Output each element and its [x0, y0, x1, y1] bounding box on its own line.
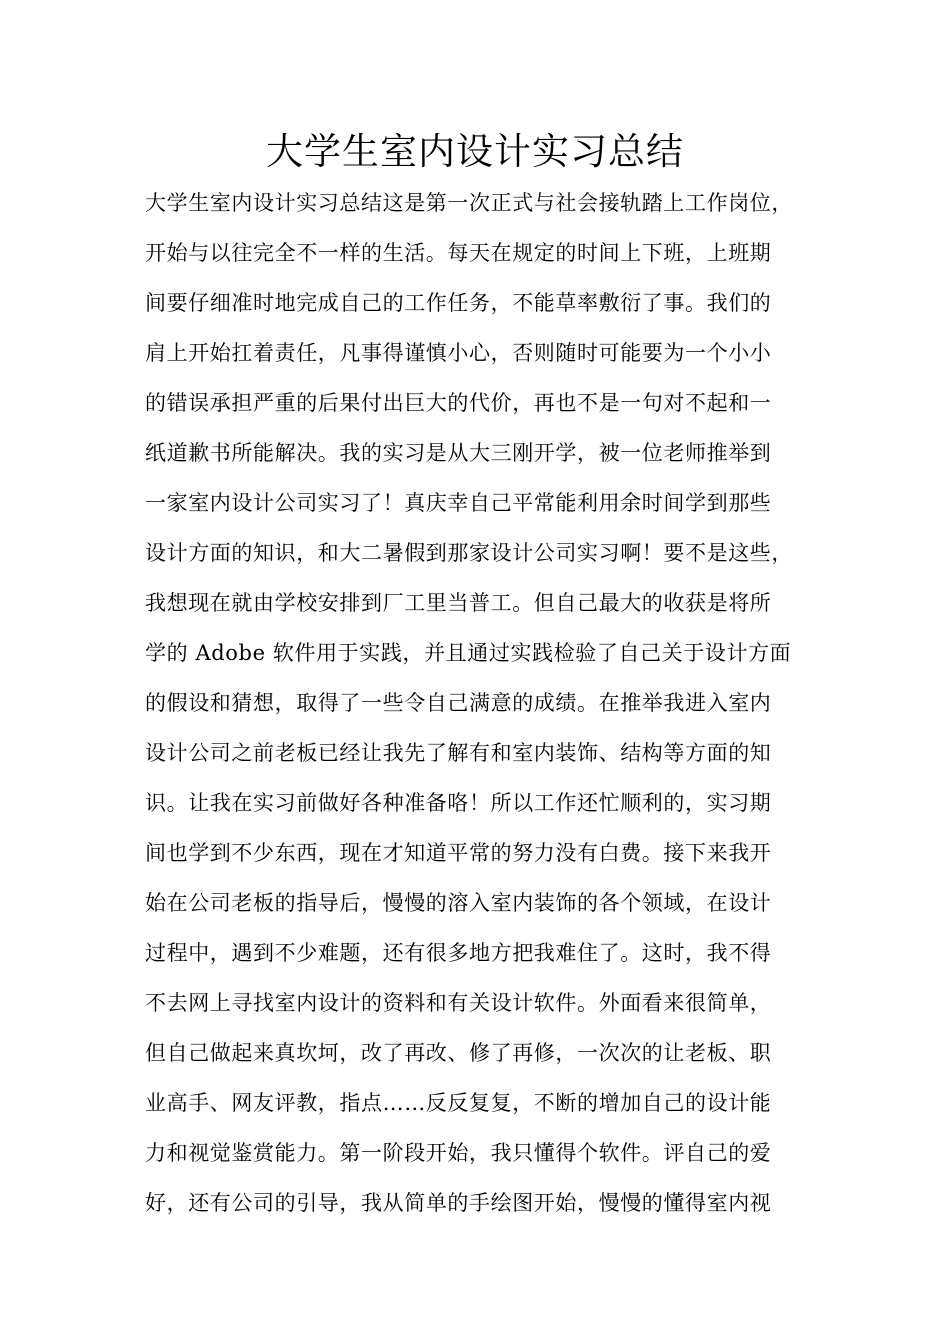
body-line: 好，还有公司的引导，我从简单的手绘图开始，慢慢的懂得室内视	[145, 1191, 772, 1215]
body-line: 间要仔细准时地完成自己的工作任务，不能草率敷衍了事。我们的	[145, 291, 772, 315]
body-line: 识。让我在实习前做好各种准备咯！所以工作还忙顺利的，实习期	[145, 791, 772, 815]
body-line: 力和视觉鉴赏能力。第一阶段开始，我只懂得个软件。评自己的爱	[145, 1141, 772, 1165]
body-line: 但自己做起来真坎坷，改了再改、修了再修，一次次的让老板、职	[145, 1041, 772, 1065]
body-line: 过程中，遇到不少难题，还有很多地方把我难住了。这时，我不得	[145, 941, 772, 965]
body-line: 的假设和猜想，取得了一些令自己满意的成绩。在推举我进入室内	[145, 691, 772, 715]
body-line: 纸道歉书所能解决。我的实习是从大三刚开学，被一位老师推举到	[145, 441, 772, 465]
body-line: 大学生室内设计实习总结这是第一次正式与社会接轨踏上工作岗位，	[145, 191, 793, 215]
body-line: 开始与以往完全不一样的生活。每天在规定的时间上下班，上班期	[145, 241, 772, 265]
body-line: 设计方面的知识，和大二暑假到那家设计公司实习啊！要不是这些，	[145, 541, 793, 565]
body-line: 不去网上寻找室内设计的资料和有关设计软件。外面看来很简单，	[145, 991, 772, 1015]
body-line: 肩上开始扛着责任，凡事得谨慎小心，否则随时可能要为一个小小	[145, 341, 772, 365]
body-line: 设计公司之前老板已经让我先了解有和室内装饰、结构等方面的知	[145, 741, 772, 765]
body-line: 间也学到不少东西，现在才知道平常的努力没有白费。接下来我开	[145, 841, 772, 865]
body-line: 始在公司老板的指导后，慢慢的溶入室内装饰的各个领域，在设计	[145, 891, 772, 915]
body-line: 的错误承担严重的后果付出巨大的代价，再也不是一句对不起和一	[145, 391, 772, 415]
document-title: 大学生室内设计实习总结	[266, 130, 684, 173]
body-line: 一家室内设计公司实习了！真庆幸自己平常能利用余时间学到那些	[145, 491, 772, 515]
document-body	[145, 178, 825, 1228]
body-line: 业高手、网友评教，指点……反反复复，不断的增加自己的设计能	[145, 1091, 772, 1115]
body-line: 我想现在就由学校安排到厂工里当普工。但自己最大的收获是将所	[145, 591, 772, 615]
body-line: 学的 Adobe 软件用于实践，并且通过实践检验了自己关于设计方面	[145, 641, 792, 665]
